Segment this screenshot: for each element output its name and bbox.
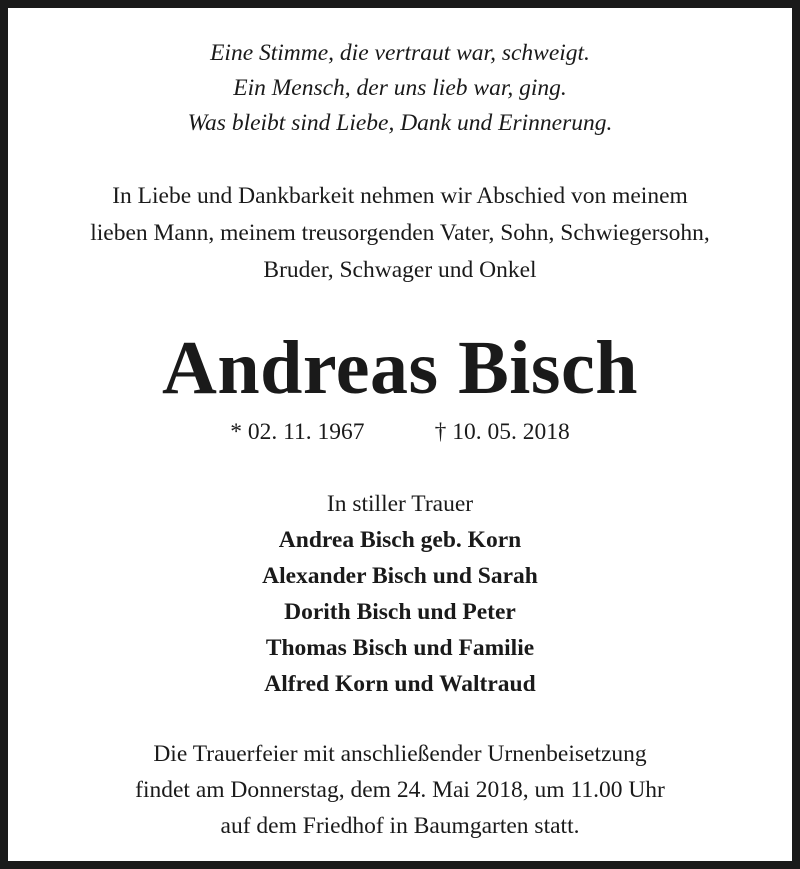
poem-line: Ein Mensch, der uns lieb war, ging. [233,75,567,101]
intro-text [16,178,784,289]
mourner-name: Thomas Bisch und Familie [265,635,535,661]
life-dates [16,414,784,450]
service-info [16,736,784,844]
service-line: Die Trauerfeier mit anschließender Urnenbeisetzung [153,741,647,767]
service-line: findet am Donnerstag, dem 24. Mai 2018, um 11.00 Uhr [135,777,665,803]
mourning-heading: In stiller Trauer [326,491,474,517]
service-line: auf dem Friedhof in Baumgarten statt. [220,813,580,839]
poem-line: Was bleibt sind Liebe, Dank und Erinnerung. [187,110,613,136]
mourner-name: Dorith Bisch und Peter [284,599,516,625]
poem-line: Eine Stimme, die vertraut war, schweigt. [210,40,590,66]
death-date: † 10. 05. 2018 [434,419,570,445]
mourners-section [16,486,784,702]
poem [16,36,784,141]
deceased-name: Andreas Bisch [162,326,638,410]
intro-line: lieben Mann, meinem treusorgenden Vater, Sohn, Schwiegersohn, [90,220,710,246]
mourner-name: Alexander Bisch und Sarah [262,563,538,589]
intro-line: In Liebe und Dankbarkeit nehmen wir Abschied von meinem [112,183,688,209]
birth-date: * 02. 11. 1967 [230,419,365,445]
mourner-name: Andrea Bisch geb. Korn [278,527,522,553]
mourner-name: Alfred Korn und Waltraud [264,671,536,697]
intro-line: Bruder, Schwager und Onkel [263,257,537,283]
